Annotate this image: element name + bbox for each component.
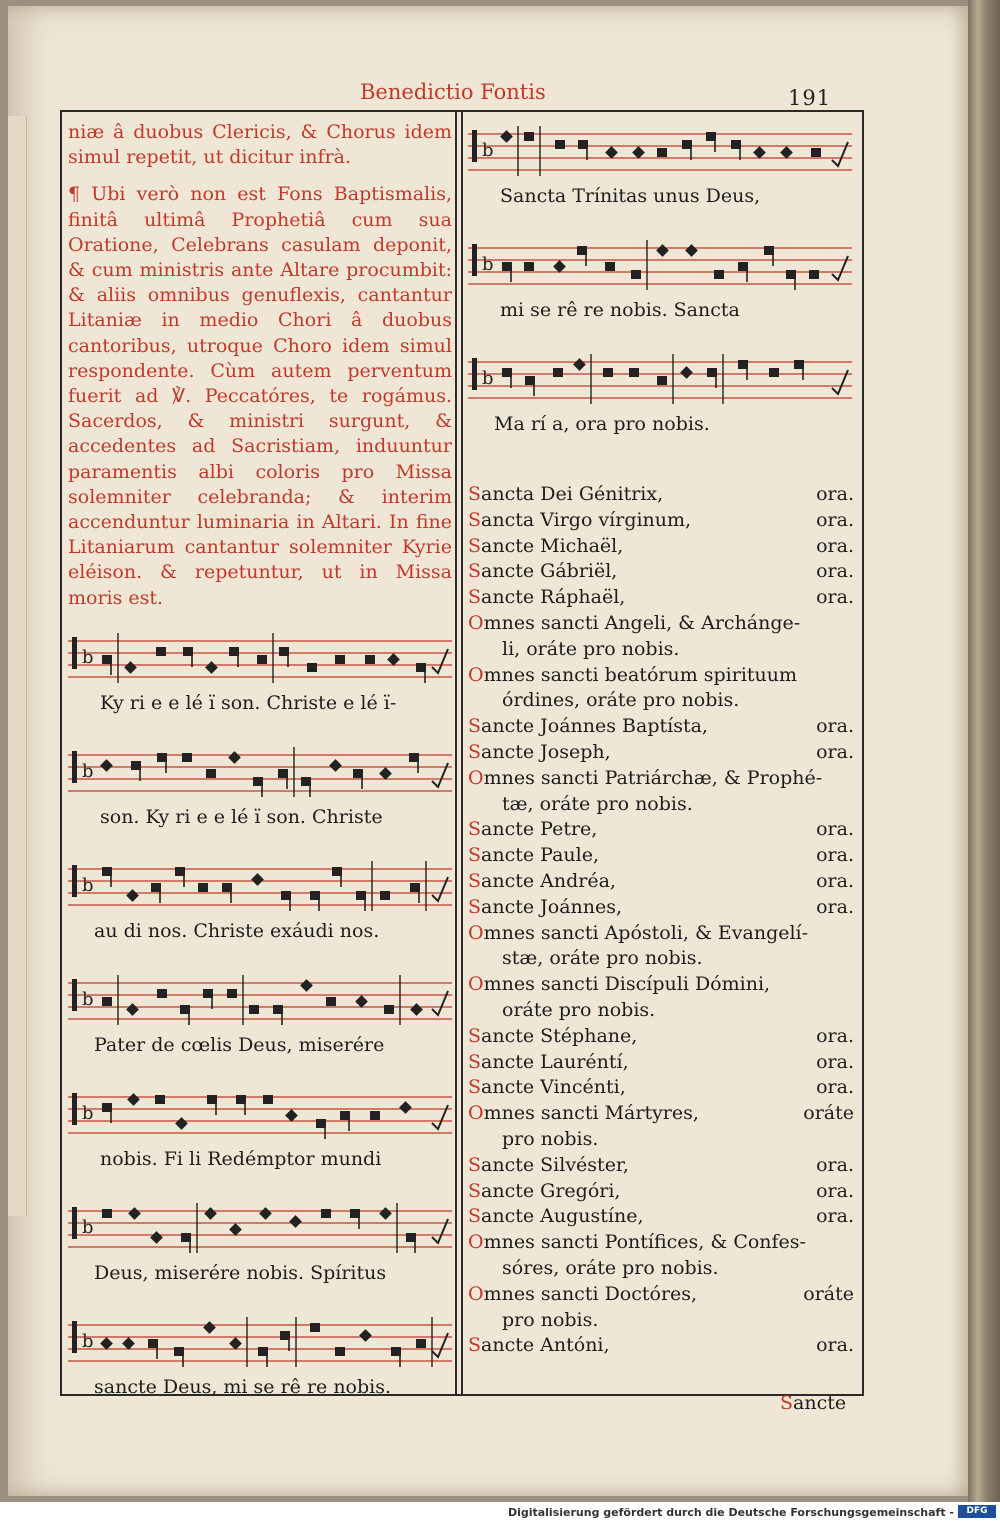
neume-rhombus-icon — [656, 244, 669, 257]
neume-rhombus-icon — [410, 1003, 423, 1016]
neume-square-icon — [555, 140, 565, 149]
neume-square-icon — [416, 1339, 426, 1348]
catchword-rest: ancte — [793, 1392, 847, 1414]
chant-lyric-line: nobis. Fi li Redémptor mundi — [100, 1147, 382, 1170]
c-clef-icon — [72, 1321, 77, 1353]
c-clef-icon — [72, 979, 77, 1011]
response-text: oráte — [803, 1282, 854, 1305]
page-number: 191 — [788, 86, 832, 110]
neume-square-icon — [321, 1209, 331, 1218]
invocation-text: Sancte Andréa, — [468, 869, 616, 892]
neume-square-icon — [631, 270, 641, 279]
rubric-paragraph: ¶ Ubi verò non est Fons Baptismalis, finitâ ultimâ Prophetiâ cum sua Oratione, Celebrans casulam deponit, & cum ministris ante Altare procumbit: & aliis omnibus genuflexis, cantantur Litaniæ in medio Chori â duobus cantoribus, utroque Choro idem simul respondente. Cùm autem perventum fuerit ad ℣. Peccatóres, te rogámus. Sacerdos, & ministri surgunt, & accedentes ad Sacristiam, induuntur paramentis albi coloris pro Missa solemniter celebranda; & interim accenduntur luminaria in Altari. In fine Litaniarum cantantur solemniter Kyrie eléison. & repetuntur, ut in Missa moris est. — [68, 183, 452, 609]
neume-rhombus-icon — [300, 979, 313, 992]
invocation-text: Omnes sancti Apóstoli, & Evangelí- — [468, 921, 809, 944]
neume-rhombus-icon — [175, 1117, 188, 1130]
flat-sign-icon: b — [82, 988, 94, 1010]
litany-invocation — [468, 1101, 856, 1127]
litany-invocation — [468, 1230, 856, 1256]
litany-invocation — [468, 585, 856, 611]
red-initial: O — [468, 1231, 484, 1254]
litany-invocation — [468, 559, 856, 585]
neume-rhombus-icon — [205, 661, 218, 674]
red-initial: S — [468, 1153, 482, 1176]
red-initial: S — [468, 740, 482, 763]
flat-sign-icon: b — [82, 1216, 94, 1238]
staff-notation — [68, 1311, 452, 1373]
red-initial: O — [468, 611, 484, 634]
catchword-initial: S — [780, 1392, 794, 1414]
response-text: ora. — [816, 1050, 854, 1073]
invocation-text: Sancte Joánnes Baptísta, — [468, 715, 708, 738]
c-clef-icon — [72, 1093, 77, 1125]
neume-rhombus-icon — [127, 1093, 140, 1106]
response-text: ora. — [816, 895, 854, 918]
invocation-text: Omnes sancti beatórum spirituum — [468, 663, 798, 686]
response-text: ora. — [816, 1179, 854, 1202]
neume-square-icon — [811, 148, 821, 157]
chant-lyric-line: sancte Deus, mi se rê re nobis. — [94, 1375, 392, 1398]
invocation-text: Sancta Dei Génitrix, — [468, 483, 664, 505]
invocation-text: oráte pro nobis. — [502, 998, 656, 1021]
invocation-text: Sancte Michaël, — [468, 534, 624, 557]
response-text: ora. — [816, 508, 854, 531]
neume-square-icon — [524, 132, 534, 141]
neume-square-icon — [157, 989, 167, 998]
neume-rhombus-icon — [229, 1223, 242, 1236]
red-initial: S — [468, 1205, 482, 1228]
neume-rhombus-icon — [753, 146, 766, 159]
response-text: ora. — [816, 1334, 854, 1357]
invocation-text: Sancte Paule, — [468, 844, 600, 867]
staff-notation — [68, 627, 452, 689]
neume-rhombus-icon — [387, 653, 400, 666]
neume-square-icon — [657, 148, 667, 157]
neume-square-icon — [310, 1323, 320, 1332]
neume-square-icon — [769, 368, 779, 377]
red-initial: S — [468, 1076, 482, 1099]
red-initial: S — [468, 586, 482, 609]
staff-notation — [68, 1083, 452, 1145]
staff-notation — [68, 1197, 452, 1259]
neume-square-icon — [605, 262, 615, 271]
right-chant-block — [468, 120, 856, 436]
footer-credit: Digitalisierung gefördert durch die Deutsche Forschungsgemeinschaft - — [507, 1506, 954, 1519]
invocation-text: sóres, oráte pro nobis. — [502, 1256, 719, 1279]
invocation-text: Sancte Joánnes, — [468, 895, 623, 918]
chant-lyric-line: mi se rê re nobis. Sancta — [500, 299, 740, 321]
book-spine-edge — [968, 0, 1000, 1522]
response-text: ora. — [816, 483, 854, 505]
neume-rhombus-icon — [605, 146, 618, 159]
neume-rhombus-icon — [680, 366, 693, 379]
chant-staff — [468, 348, 856, 408]
c-clef-icon — [72, 637, 77, 669]
chant-staff — [68, 855, 452, 915]
invocation-text: Sancta Virgo vírginum, — [468, 508, 692, 531]
neume-rhombus-icon — [229, 1337, 242, 1350]
invocation-text: Sancte Joseph, — [468, 740, 611, 763]
litany-invocation — [468, 766, 856, 792]
litany-invocation — [468, 1204, 856, 1230]
neume-square-icon — [257, 655, 267, 664]
red-initial: S — [468, 1334, 482, 1357]
column-divider — [455, 110, 463, 1394]
neume-square-icon — [227, 989, 237, 998]
neume-rhombus-icon — [150, 1231, 163, 1244]
neume-square-icon — [524, 262, 534, 271]
neume-rhombus-icon — [122, 1337, 135, 1350]
litany-invocation — [468, 1282, 856, 1308]
neume-rhombus-icon — [399, 1101, 412, 1114]
flat-sign-icon: b — [82, 874, 94, 896]
litany-invocation — [468, 946, 856, 972]
invocation-text: li, oráte pro nobis. — [502, 637, 680, 660]
red-initial: S — [468, 895, 482, 918]
chant-staff — [468, 234, 856, 294]
flat-sign-icon: b — [82, 760, 94, 782]
red-initial: S — [468, 534, 482, 557]
red-initial: S — [468, 1024, 482, 1047]
neume-rhombus-icon — [632, 146, 645, 159]
staff-notation — [468, 234, 852, 296]
neume-rhombus-icon — [780, 146, 793, 159]
chant-staff — [68, 969, 452, 1029]
invocation-text: pro nobis. — [502, 1127, 599, 1150]
neume-rhombus-icon — [126, 889, 139, 902]
neume-rhombus-icon — [251, 873, 264, 886]
red-initial: S — [468, 560, 482, 583]
litany-invocation — [468, 921, 856, 947]
response-text: ora. — [816, 715, 854, 738]
invocation-text: Sancte Stéphane, — [468, 1024, 638, 1047]
neume-rhombus-icon — [204, 1207, 217, 1220]
litany-invocation — [468, 1308, 856, 1334]
chant-staff — [68, 627, 452, 687]
neume-square-icon — [102, 1209, 112, 1218]
neume-rhombus-icon — [124, 661, 137, 674]
neume-rhombus-icon — [500, 130, 513, 143]
response-text: ora. — [816, 1205, 854, 1228]
response-text: ora. — [816, 1153, 854, 1176]
neume-square-icon — [155, 1095, 165, 1104]
invocation-text: Sancte Lauréntí, — [468, 1050, 629, 1073]
litany-invocation — [468, 895, 856, 921]
response-text: ora. — [816, 534, 854, 557]
invocation-text: Omnes sancti Doctóres, — [468, 1282, 698, 1305]
neume-rhombus-icon — [329, 759, 342, 772]
neume-square-icon — [657, 376, 667, 385]
neume-rhombus-icon — [573, 358, 586, 371]
neume-rhombus-icon — [100, 1337, 113, 1350]
invocation-text: Sancte Augustíne, — [468, 1205, 644, 1228]
dfg-logo: DFG — [958, 1505, 996, 1518]
neume-rhombus-icon — [100, 759, 113, 772]
flat-sign-icon: b — [482, 254, 494, 275]
staff-notation — [68, 969, 452, 1031]
red-initial: S — [468, 869, 482, 892]
chant-lyric-line: au di nos. Christe exáudi nos. — [94, 919, 380, 942]
litany-invocation — [468, 1050, 856, 1076]
left-chant-block — [68, 627, 452, 1399]
neume-square-icon — [198, 883, 208, 892]
neume-square-icon — [809, 270, 819, 279]
litany-invocation — [468, 1179, 856, 1205]
response-text: ora. — [816, 560, 854, 583]
litany-invocation — [468, 972, 856, 998]
litany-list — [468, 482, 856, 1359]
neume-square-icon — [714, 270, 724, 279]
invocation-text: Omnes sancti Discípuli Dómini, — [468, 973, 771, 996]
litany-invocation — [468, 792, 856, 818]
staff-notation — [468, 120, 852, 182]
litany-invocation — [468, 998, 856, 1024]
invocation-text: Sancte Gábriël, — [468, 560, 618, 583]
chant-staff — [68, 741, 452, 801]
flat-sign-icon: b — [82, 646, 94, 668]
neume-square-icon — [102, 997, 112, 1006]
red-initial: S — [468, 818, 482, 841]
neume-rhombus-icon — [553, 260, 566, 273]
neume-rhombus-icon — [289, 1215, 302, 1228]
neume-square-icon — [335, 655, 345, 664]
running-title: Benedictio Fontis — [360, 80, 546, 104]
neume-square-icon — [156, 647, 166, 656]
litany-invocation — [468, 1256, 856, 1282]
right-column — [468, 120, 856, 1359]
neume-square-icon — [553, 368, 563, 377]
neume-rhombus-icon — [203, 1321, 216, 1334]
invocation-text: Sancte Silvéster, — [468, 1153, 629, 1176]
chant-lyric-line: Ma rí a, ora pro nobis. — [494, 413, 710, 435]
litany-invocation — [468, 611, 856, 637]
red-initial: S — [468, 508, 482, 531]
litany-invocation — [468, 1127, 856, 1153]
neume-square-icon — [249, 1005, 259, 1014]
invocation-text: Omnes sancti Patriárchæ, & Prophé- — [468, 766, 823, 789]
litany-invocation — [468, 740, 856, 766]
red-initial: O — [468, 766, 484, 789]
flat-sign-icon: b — [82, 1102, 94, 1124]
litany-invocation — [468, 482, 856, 508]
response-text: ora. — [816, 844, 854, 867]
neume-rhombus-icon — [128, 1207, 141, 1220]
neume-square-icon — [307, 663, 317, 672]
invocation-text: Sancte Ráphaël, — [468, 586, 626, 609]
neume-square-icon — [206, 769, 216, 778]
red-initial: O — [468, 663, 484, 686]
neume-rhombus-icon — [285, 1109, 298, 1122]
response-text: ora. — [816, 1076, 854, 1099]
invocation-text: Sancte Antóni, — [468, 1334, 610, 1357]
litany-invocation — [468, 1333, 856, 1359]
chant-lyric-line: Sancta Trínitas unus Deus, — [500, 185, 761, 207]
litany-invocation — [468, 817, 856, 843]
neume-rhombus-icon — [359, 1329, 372, 1342]
previous-page-edge — [8, 116, 27, 1216]
litany-invocation — [468, 714, 856, 740]
c-clef-icon — [72, 1207, 77, 1239]
invocation-text: Omnes sancti Angeli, & Archánge- — [468, 611, 801, 634]
litany-invocation — [468, 534, 856, 560]
litany-invocation — [468, 1075, 856, 1101]
neume-rhombus-icon — [259, 1207, 272, 1220]
c-clef-icon — [72, 751, 77, 783]
neume-square-icon — [335, 1347, 345, 1356]
invocation-text: Sancte Petre, — [468, 818, 598, 841]
invocation-text: Omnes sancti Pontífices, & Confes- — [468, 1231, 806, 1254]
chant-lyric-line: son. Ky ri e e lé ï son. Christe — [100, 805, 383, 828]
response-text: oráte — [803, 1102, 854, 1125]
neume-rhombus-icon — [355, 995, 368, 1008]
red-initial: S — [468, 715, 482, 738]
chant-staff — [68, 1083, 452, 1143]
flat-sign-icon: b — [482, 368, 494, 389]
neume-square-icon — [380, 891, 390, 900]
red-initial: O — [468, 921, 484, 944]
red-initial: S — [468, 1050, 482, 1073]
neume-square-icon — [263, 1095, 273, 1104]
red-initial: S — [468, 1179, 482, 1202]
chant-staff — [68, 1311, 452, 1371]
catchword — [780, 1392, 846, 1414]
response-text: ora. — [816, 586, 854, 609]
neume-rhombus-icon — [126, 1003, 139, 1016]
neume-rhombus-icon — [228, 751, 241, 764]
neume-square-icon — [384, 1005, 394, 1014]
flat-sign-icon: b — [482, 140, 494, 161]
red-initial: O — [468, 1102, 484, 1125]
neume-rhombus-icon — [685, 244, 698, 257]
red-initial: O — [468, 1282, 484, 1305]
rubric-top: niæ â duobus Clericis, & Chorus idem simul repetit, ut dicitur infrà. — [68, 121, 452, 169]
litany-invocation — [468, 1024, 856, 1050]
invocation-text: stæ, oráte pro nobis. — [502, 947, 703, 970]
staff-notation — [68, 741, 452, 803]
c-clef-icon — [472, 358, 477, 390]
chant-lyric-line: Pater de cœlis Deus, miserére — [94, 1033, 385, 1056]
neume-square-icon — [365, 655, 375, 664]
neume-rhombus-icon — [379, 1207, 392, 1220]
response-text: ora. — [816, 1024, 854, 1047]
response-text: ora. — [816, 818, 854, 841]
response-text: ora. — [816, 869, 854, 892]
litany-invocation — [468, 637, 856, 663]
litany-invocation — [468, 1153, 856, 1179]
flat-sign-icon: b — [82, 1330, 94, 1352]
litany-invocation — [468, 869, 856, 895]
neume-square-icon — [629, 368, 639, 377]
c-clef-icon — [72, 865, 77, 897]
invocation-text: Sancte Vincénti, — [468, 1076, 626, 1099]
invocation-text: pro nobis. — [502, 1308, 599, 1331]
response-text: ora. — [816, 740, 854, 763]
neume-square-icon — [326, 997, 336, 1006]
litany-invocation — [468, 688, 856, 714]
chant-staff — [68, 1197, 452, 1257]
chant-lyric-line: Ky ri e e lé ï son. Christe e lé ï- — [100, 691, 397, 714]
invocation-text: Omnes sancti Mártyres, — [468, 1102, 699, 1125]
litany-invocation — [468, 663, 856, 689]
neume-square-icon — [182, 753, 192, 762]
left-column — [68, 120, 452, 1425]
invocation-text: Sancte Gregóri, — [468, 1179, 621, 1202]
staff-notation — [68, 855, 452, 917]
neume-square-icon — [603, 368, 613, 377]
invocation-text: tæ, oráte pro nobis. — [502, 792, 693, 815]
chant-lyric-line: Deus, miserére nobis. Spíritus — [94, 1261, 387, 1284]
litany-invocation — [468, 843, 856, 869]
red-initial: S — [468, 844, 482, 867]
red-initial: O — [468, 973, 484, 996]
red-initial: S — [468, 483, 482, 505]
c-clef-icon — [472, 130, 477, 162]
litany-invocation — [468, 508, 856, 534]
neume-square-icon — [370, 1111, 380, 1120]
staff-notation — [468, 348, 852, 410]
chant-staff — [468, 120, 856, 180]
neume-rhombus-icon — [379, 767, 392, 780]
c-clef-icon — [472, 244, 477, 276]
invocation-text: órdines, oráte pro nobis. — [502, 689, 740, 712]
